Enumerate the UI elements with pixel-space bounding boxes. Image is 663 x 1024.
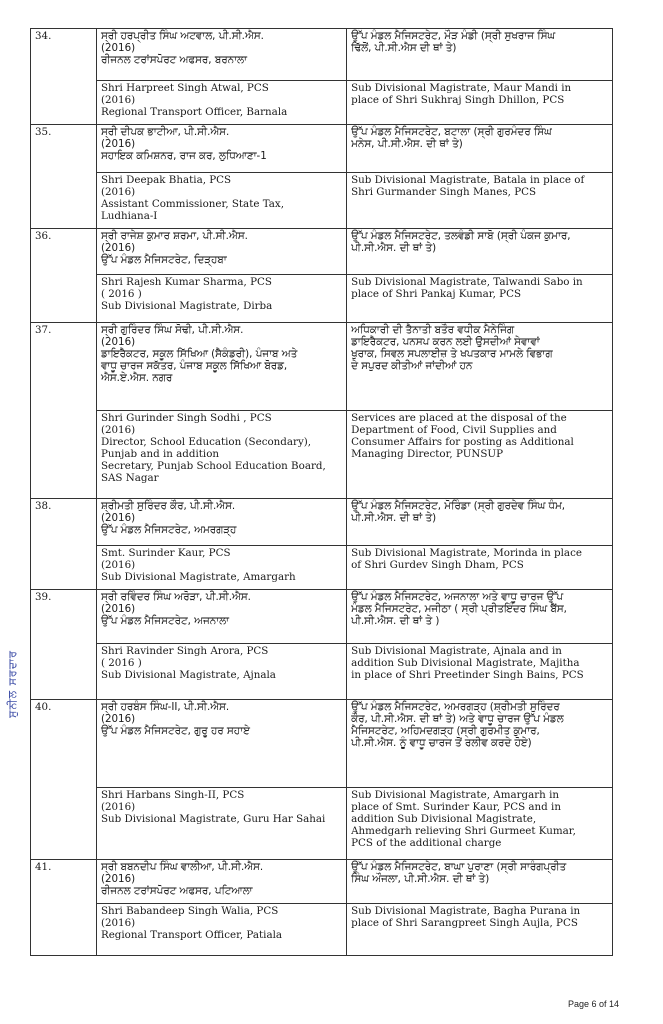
text-line: (2016): [100, 42, 136, 55]
posting-english: [347, 173, 613, 229]
text-line: ਉੱਪ ਮੰਡਲ ਮੈਜਿਸਟਰੇਟ, ਅਮਰਗੜ੍ਹ: [100, 524, 237, 537]
text-line: Ludhiana-I: [100, 210, 158, 223]
text-line: ਉੱਪ ਮੰਡਲ ਮੈਜਿਸਟਰੇਟ, ਅਮਰਗੜ੍ਹ (ਸ਼੍ਰੀਮਤੀ ਸੁਰਿੰਦਰ: [351, 701, 560, 713]
text-line: place of Shri Sarangpreet Singh Aujla, PCS: [351, 917, 578, 930]
table-row: [31, 904, 613, 956]
text-line: Ahmedgarh relieving Shri Gurmeet Kumar,: [351, 825, 576, 838]
officer-english: [96, 411, 346, 499]
text-line: ਢਿੱਲੋਂ, ਪੀ.ਸੀ.ਐਸ ਦੀ ਥਾਂ ਤੇ): [351, 42, 457, 55]
text-line: Sub Divisional Magistrate, Bagha Purana in: [351, 905, 581, 917]
text-line: addition Sub Divisional Magistrate,: [351, 813, 537, 826]
text-line: ਉੱਪ ਮੰਡਲ ਮੈਜਿਸਟਰੇਟ, ਗੁਰੂ ਹਰ ਸਹਾਏ: [100, 725, 250, 738]
text-line: place of Shri Sukhraj Singh Dhillon, PCS: [351, 94, 565, 107]
posting-punjabi: [347, 229, 613, 275]
text-line: ਅਧਿਕਾਰੀ ਦੀ ਤੈਨਾਤੀ ਬਤੌਰ ਵਧੀਕ ਮੈਨੇਜਿੰਗ: [351, 324, 515, 336]
table-row: [31, 323, 613, 411]
text-line: ਸ਼੍ਰੀਮਤੀ ਸੁਰਿੰਦਰ ਕੌਰ, ਪੀ.ਸੀ.ਐਸ.: [100, 500, 236, 512]
posting-table: [30, 28, 613, 956]
text-line: ਦੇ ਸਪੁਰਦ ਕੀਤੀਆਂ ਜਾਂਦੀਆਂ ਹਨ: [351, 360, 473, 373]
table-row: [31, 860, 613, 904]
text-line: Sub Divisional Magistrate, Morinda in place: [351, 547, 582, 559]
text-line: Sub Divisional Magistrate, Amargarh in: [351, 789, 560, 801]
table-row: [31, 81, 613, 125]
posting-punjabi: [347, 125, 613, 173]
text-line: ਰੀਜਨਲ ਟਰਾਂਸਪੋਰਟ ਅਫਸਰ, ਬਰਨਾਲਾ: [100, 54, 247, 67]
text-line: Shri Deepak Bhatia, PCS: [100, 174, 232, 186]
text-line: ਪੀ.ਸੀ.ਐਸ. ਦੀ ਥਾਂ ਤੇ): [351, 512, 437, 525]
posting-english: [347, 546, 613, 590]
text-line: (2016): [100, 424, 136, 437]
officer-english: [96, 904, 346, 956]
text-line: ਉੱਪ ਮੰਡਲ ਮੈਜਿਸਟਰੇਟ, ਤਲਵੰਡੀ ਸਾਬੋ (ਸ੍ਰੀ ਪੰਕਜ ਕੁਮਾਰ,: [351, 230, 571, 242]
text-line: ਉੱਪ ਮੰਡਲ ਮੈਜਿਸਟਰੇਟ, ਬਟਾਲਾ (ਸ੍ਰੀ ਗੁਰਮੰਦਰ ਸਿੰਘ: [351, 126, 552, 138]
text-line: Consumer Affairs for posting as Additional: [351, 436, 574, 449]
officer-punjabi: [96, 229, 346, 275]
text-line: place of Smt. Surinder Kaur, PCS and in: [351, 801, 561, 814]
text-line: Managing Director, PUNSUP: [351, 448, 504, 461]
text-line: Assistant Commissioner, State Tax,: [100, 198, 284, 211]
text-line: (2016): [100, 873, 136, 886]
text-line: Shri Harpreet Singh Atwal, PCS: [100, 82, 269, 94]
text-line: Shri Rajesh Kumar Sharma, PCS: [100, 276, 272, 288]
serial-number: 36.: [31, 229, 97, 323]
text-line: Department of Food, Civil Supplies and: [351, 424, 557, 437]
text-line: ਕੌਰ, ਪੀ.ਸੀ.ਐਸ. ਦੀ ਥਾਂ ਤੇ) ਅਤੇ ਵਾਧੂ ਚਾਰਜ ਉੱਪ ਮੰਡਲ: [351, 713, 564, 726]
serial-number: 37.: [31, 323, 97, 499]
serial-number: 41.: [31, 860, 97, 956]
posting-table-body: [31, 29, 613, 956]
text-line: Shri Gurmander Singh Manes, PCS: [351, 186, 537, 199]
posting-punjabi: [347, 590, 613, 644]
table-row: [31, 275, 613, 323]
table-row: [31, 644, 613, 700]
officer-punjabi: [96, 860, 346, 904]
officer-english: [96, 788, 346, 860]
text-line: ਉੱਪ ਮੰਡਲ ਮੈਜਿਸਟਰੇਟ, ਬਾਘਾ ਪੁਰਾਣਾ (ਸ੍ਰੀ ਸਾਰੰਗਪ੍ਰੀਤ: [351, 861, 567, 873]
text-line: ( 2016 ): [100, 657, 142, 670]
posting-english: [347, 788, 613, 860]
page-number: Page 6 of 14: [567, 999, 619, 1009]
text-line: ਸ੍ਰੀ ਰਵਿੰਦਰ ਸਿੰਘ ਅਰੋੜਾ, ਪੀ.ਸੀ.ਐਸ.: [100, 591, 251, 603]
officer-punjabi: [96, 29, 346, 81]
serial-number: 34.: [31, 29, 97, 125]
text-line: Sub Divisional Magistrate, Amargarh: [100, 571, 296, 584]
posting-english: [347, 411, 613, 499]
text-line: Regional Transport Officer, Barnala: [100, 106, 288, 119]
posting-punjabi: [347, 700, 613, 788]
officer-english: [96, 644, 346, 700]
text-line: Shri Babandeep Singh Walia, PCS: [100, 905, 279, 917]
text-line: ਉੱਪ ਮੰਡਲ ਮੈਜਿਸਟਰੇਟ, ਮੋਰਿੰਡਾ (ਸ੍ਰੀ ਗੁਰਦੇਵ ਸਿੰਘ ਧੰਮ,: [351, 500, 566, 512]
text-line: Services are placed at the disposal of the: [351, 412, 567, 424]
text-line: (2016): [100, 94, 136, 107]
text-line: place of Shri Pankaj Kumar, PCS: [351, 288, 522, 301]
text-line: ਸ੍ਰੀ ਰਾਜੇਸ਼ ਕੁਮਾਰ ਸ਼ਰਮਾ, ਪੀ.ਸੀ.ਐਸ.: [100, 230, 248, 242]
text-line: ਮਨੇਸ, ਪੀ.ਸੀ.ਐਸ. ਦੀ ਥਾਂ ਤੇ): [351, 138, 463, 151]
table-row: [31, 229, 613, 275]
text-line: (2016): [100, 242, 136, 255]
text-line: ਉੱਪ ਮੰਡਲ ਮੈਜਿਸਟਰੇਟ, ਦਿੜ੍ਹਬਾ: [100, 254, 227, 267]
text-line: (2016): [100, 603, 136, 616]
text-line: Sub Divisional Magistrate, Maur Mandi in: [351, 82, 572, 94]
text-line: (2016): [100, 559, 136, 572]
text-line: SAS Nagar: [100, 472, 159, 485]
text-line: (2016): [100, 336, 136, 349]
text-line: ਉੱਪ ਮੰਡਲ ਮੈਜਿਸਟਰੇਟ, ਅਜਨਾਲਾ ਅਤੇ ਵਾਧੂ ਚਾਰਜ ਉੱਪ: [351, 591, 563, 603]
officer-punjabi: [96, 499, 346, 546]
text-line: (2016): [100, 138, 136, 151]
text-line: Sub Divisional Magistrate, Ajnala: [100, 669, 276, 682]
posting-punjabi: [347, 860, 613, 904]
officer-punjabi: [96, 700, 346, 788]
text-line: ਸ੍ਰੀ ਬਬਨਦੀਪ ਸਿੰਘ ਵਾਲੀਆ, ਪੀ.ਸੀ.ਐਸ.: [100, 861, 264, 873]
officer-english: [96, 81, 346, 125]
table-row: [31, 499, 613, 546]
text-line: ਖੁਰਾਕ, ਸਿਵਲ ਸਪਲਾਈਜ਼ ਤੇ ਖਪਤਕਾਰ ਮਾਮਲੇ ਵਿਭਾਗ: [351, 348, 553, 361]
text-line: ਡਾਇਰੈਕਟਰ, ਸਕੂਲ ਸਿੱਖਿਆ (ਸੈਕੰਡਰੀ), ਪੰਜਾਬ ਅਤੇ: [100, 348, 298, 361]
serial-number: 35.: [31, 125, 97, 229]
text-line: ਸ੍ਰੀ ਗੁਰਿੰਦਰ ਸਿੰਘ ਸੋਢੀ, ਪੀ.ਸੀ.ਐਸ.: [100, 324, 244, 336]
table-row: [31, 173, 613, 229]
text-line: Director, School Education (Secondary),: [100, 436, 312, 449]
text-line: Sub Divisional Magistrate, Guru Har Sahai: [100, 813, 326, 826]
text-line: Smt. Surinder Kaur, PCS: [100, 547, 231, 559]
text-line: ਐਸ.ਏ.ਐਸ. ਨਗਰ: [100, 372, 173, 385]
table-row: [31, 546, 613, 590]
text-line: Shri Ravinder Singh Arora, PCS: [100, 645, 269, 657]
text-line: in place of Shri Preetinder Singh Bains, PCS: [351, 669, 584, 682]
text-line: ਵਾਧੂ ਚਾਰਜ ਸਕੱਤਰ, ਪੰਜਾਬ ਸਕੂਲ ਸਿੱਖਿਆ ਬੋਰਡ,: [100, 360, 288, 373]
text-line: ਮੰਡਲ ਮੈਜਿਸਟਰੇਟ, ਮਜੀਠਾ ( ਸ੍ਰੀ ਪ੍ਰੀਤਇੰਦਰ ਸਿੰਘ ਬੈਂਸ,: [351, 603, 567, 616]
officer-punjabi: [96, 590, 346, 644]
text-line: ਪੀ.ਸੀ.ਐਸ. ਦੀ ਥਾਂ ਤੇ ): [351, 615, 440, 628]
text-line: Shri Harbans Singh-II, PCS: [100, 789, 245, 801]
text-line: ਸਹਾਇਕ ਕਮਿਸ਼ਨਰ, ਰਾਜ ਕਰ, ਲੁਧਿਆਣਾ-1: [100, 150, 267, 163]
table-row: [31, 590, 613, 644]
text-line: ਪੀ.ਸੀ.ਐਸ. ਦੀ ਥਾਂ ਤੇ): [351, 242, 437, 255]
text-line: addition Sub Divisional Magistrate, Majitha: [351, 657, 580, 670]
officer-english: [96, 173, 346, 229]
posting-english: [347, 275, 613, 323]
officer-english: [96, 275, 346, 323]
officer-punjabi: [96, 125, 346, 173]
serial-number: 38.: [31, 499, 97, 590]
table-row: [31, 788, 613, 860]
officer-english: [96, 546, 346, 590]
text-line: Sub Divisional Magistrate, Batala in place of: [351, 174, 585, 186]
posting-english: [347, 81, 613, 125]
text-line: Sub Divisional Magistrate, Ajnala and in: [351, 645, 562, 657]
posting-english: [347, 644, 613, 700]
posting-punjabi: [347, 29, 613, 81]
text-line: ਰੀਜਨਲ ਟਰਾਂਸਪੋਰਟ ਅਫਸਰ, ਪਟਿਆਲਾ: [100, 885, 253, 898]
text-line: ( 2016 ): [100, 288, 142, 301]
officer-punjabi: [96, 323, 346, 411]
table-row: [31, 29, 613, 81]
text-line: ਸਿੰਘ ਔਜਲਾ, ਪੀ.ਸੀ.ਐਸ. ਦੀ ਥਾਂ ਤੇ): [351, 873, 490, 886]
text-line: (2016): [100, 186, 136, 199]
table-row: [31, 411, 613, 499]
text-line: ਮੈਜਿਸਟਰੇਟ, ਅਹਿਮਦਗੜ੍ਹ (ਸ੍ਰੀ ਗੁਰਮੀਤ ਕੁਮਾਰ,: [351, 725, 540, 738]
text-line: ਸ੍ਰੀ ਹਰਬੰਸ ਸਿੰਘ-II, ਪੀ.ਸੀ.ਐਸ.: [100, 701, 230, 713]
text-line: ਸ੍ਰੀ ਹਰਪ੍ਰੀਤ ਸਿੰਘ ਅਟਵਾਲ, ਪੀ.ਸੀ.ਐਸ.: [100, 30, 264, 42]
text-line: Secretary, Punjab School Education Board,: [100, 460, 326, 473]
table-row: [31, 125, 613, 173]
serial-number: 40.: [31, 700, 97, 860]
text-line: (2016): [100, 713, 136, 726]
text-line: (2016): [100, 917, 136, 930]
text-line: ਉੱਪ ਮੰਡਲ ਮੈਜਿਸਟਰੇਟ, ਅਜਨਾਲਾ: [100, 615, 229, 628]
text-line: (2016): [100, 801, 136, 814]
text-line: ਉੱਪ ਮੰਡਲ ਮੈਜਿਸਟਰੇਟ, ਮੌੜ ਮੰਡੀ (ਸ੍ਰੀ ਸੁਖਰਾਜ ਸਿੰਘ: [351, 30, 556, 42]
text-line: ਡਾਇਰੈਕਟਰ, ਪਨਸਪ ਕਰਨ ਲਈ ਉਸਦੀਆਂ ਸੇਵਾਵਾਂ: [351, 336, 540, 349]
text-line: of Shri Gurdev Singh Dham, PCS: [351, 559, 524, 572]
posting-punjabi: [347, 323, 613, 411]
text-line: Shri Gurinder Singh Sodhi , PCS: [100, 412, 272, 424]
text-line: Regional Transport Officer, Patiala: [100, 929, 283, 942]
signature-stamp: ਸੁਨੀਲ ਸਰਦਾਰ: [6, 650, 19, 718]
text-line: Sub Divisional Magistrate, Talwandi Sabo in: [351, 276, 583, 288]
text-line: Sub Divisional Magistrate, Dirba: [100, 300, 273, 313]
text-line: (2016): [100, 512, 136, 525]
posting-english: [347, 904, 613, 956]
text-line: ਪੀ.ਸੀ.ਐਸ. ਨੂੰ ਵਾਧੂ ਚਾਰਜ ਤੋਂ ਰਲੀਵ ਕਰਦੇ ਹੋਏ): [351, 737, 532, 750]
posting-punjabi: [347, 499, 613, 546]
text-line: ਸ੍ਰੀ ਦੀਪਕ ਭਾਟੀਆ, ਪੀ.ਸੀ.ਐਸ.: [100, 126, 230, 138]
text-line: PCS of the additional charge: [351, 837, 502, 850]
text-line: Punjab and in addition: [100, 448, 220, 461]
serial-number: 39.: [31, 590, 97, 700]
table-row: [31, 700, 613, 788]
